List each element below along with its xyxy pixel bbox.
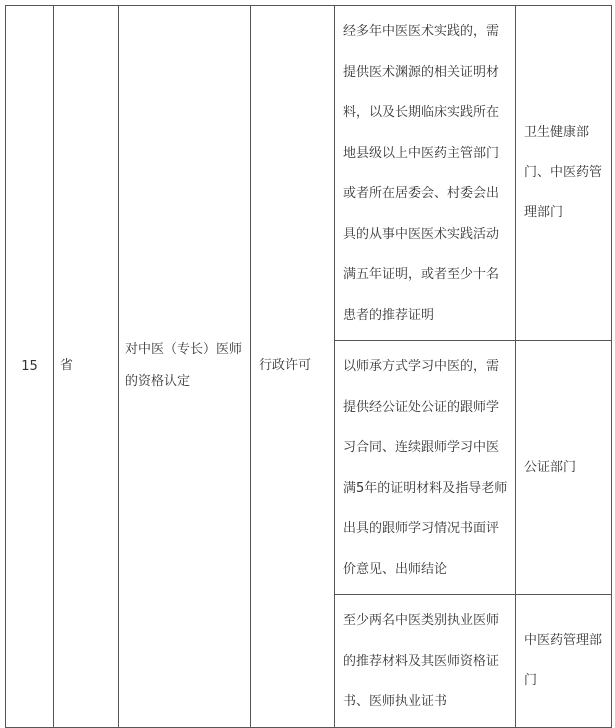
condition-line: 提供经公证处公证的跟师学 bbox=[343, 399, 500, 415]
condition-line: 地县级以上中医药主管部门 bbox=[343, 145, 500, 161]
qualification-table bbox=[5, 5, 612, 728]
department-line: 理部门 bbox=[524, 205, 564, 220]
condition-line: 出具的跟师学习情况书面评 bbox=[343, 521, 500, 536]
condition-line: 的推荐材料及其医师资格证 bbox=[343, 653, 500, 669]
department-cell bbox=[516, 595, 612, 728]
department-line: 门 bbox=[524, 672, 538, 688]
department-line: 公证部门 bbox=[524, 459, 577, 475]
condition-line: 以师承方式学习中医的，需 bbox=[343, 359, 500, 374]
department-line: 中医药管理部 bbox=[524, 632, 603, 648]
condition-line: 或者所在居委会、村委会出 bbox=[343, 186, 500, 201]
row-number: 15 bbox=[21, 358, 38, 374]
condition-cell bbox=[335, 6, 516, 341]
condition-line: 满5年的证明材料及指导老师 bbox=[343, 480, 508, 496]
condition-line: 习合同、连续跟师学习中医 bbox=[343, 440, 500, 455]
condition-line: 经多年中医医术实践的，需 bbox=[343, 24, 500, 39]
condition-line: 满五年证明，或者至少十名 bbox=[343, 267, 500, 282]
condition-line: 具的从事中医医术实践活动 bbox=[343, 226, 500, 242]
department-cell bbox=[516, 341, 612, 595]
condition-line: 料，以及长期临床实践所在 bbox=[343, 105, 500, 120]
table-row bbox=[6, 6, 612, 341]
condition-cell bbox=[335, 341, 516, 595]
condition-line: 价意见、出师结论 bbox=[343, 561, 448, 577]
department-line: 卫生健康部 bbox=[524, 125, 590, 140]
type-cell bbox=[251, 6, 335, 728]
condition-line: 患者的推荐证明 bbox=[343, 307, 435, 323]
item-name-line: 的资格认定 bbox=[125, 374, 191, 390]
level-text: 省 bbox=[60, 358, 74, 374]
item-name-line: 对中医（专长）医师 bbox=[125, 342, 243, 358]
type-text: 行政许可 bbox=[259, 358, 312, 374]
row-number-cell bbox=[6, 6, 54, 728]
condition-line: 书、医师执业证书 bbox=[343, 694, 448, 709]
item-name-cell bbox=[119, 6, 251, 728]
condition-cell bbox=[335, 595, 516, 728]
condition-line: 至少两名中医类别执业医师 bbox=[343, 613, 500, 628]
condition-line: 提供医术渊源的相关证明材 bbox=[343, 64, 500, 80]
level-cell bbox=[54, 6, 119, 728]
department-line: 门、中医药管 bbox=[524, 165, 603, 180]
department-cell bbox=[516, 6, 612, 341]
